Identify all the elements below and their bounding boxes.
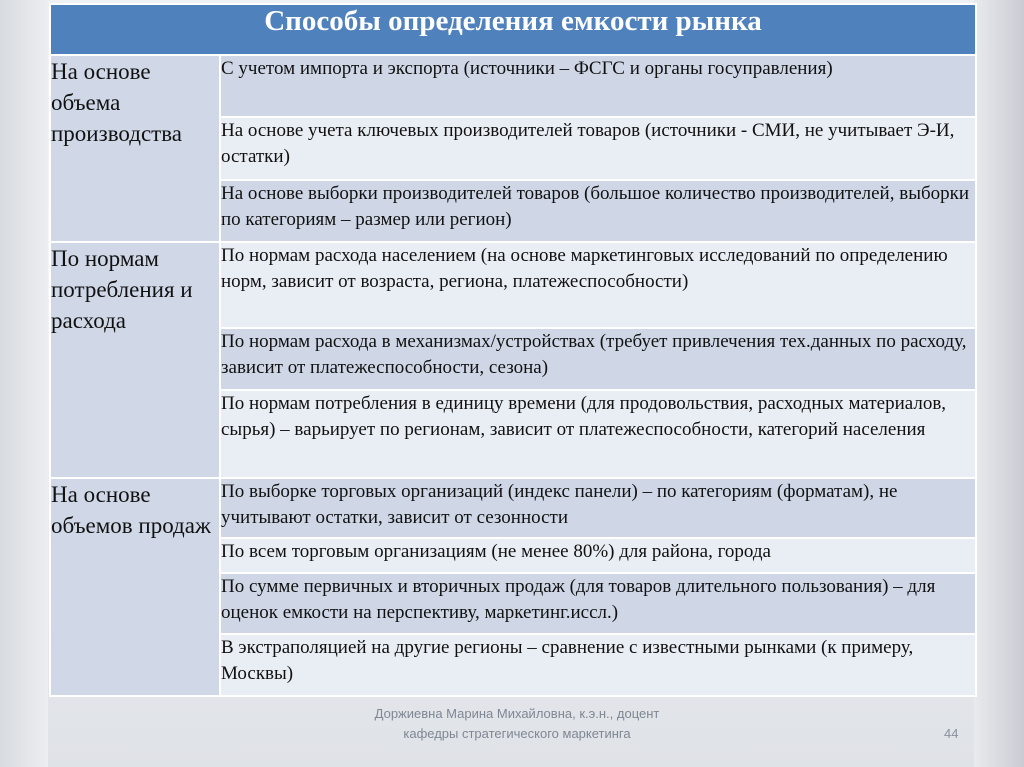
method-item: По всем торговым организациям (не менее 80%) для района, города (220, 538, 976, 573)
method-item: На основе выборки производителей товаров (большое количество производителей, выборки по категориям – размер или регион) (220, 180, 976, 242)
method-item: По нормам расхода в механизмах/устройствах (требует привлечения тех.данных по расходу, зависит от платежеспособности, сезона) (220, 328, 976, 390)
slide-background-right (974, 0, 1024, 767)
method-item: По выборке торговых организаций (индекс панели) – по категориям (форматам), не учитывают остатки, зависит от сезонности (220, 478, 976, 538)
method-item: С учетом импорта и экспорта (источники – ФСГС и органы госуправления) (220, 55, 976, 117)
method-item: По сумме первичных и вторичных продаж (для товаров длительного пользования) – для оценок емкости на перспективу, маркетинг.иссл.) (220, 573, 976, 634)
footer-author: Доржиевна Марина Михайловна, к.э.н., доцент кафедры стратегического маркетинга (374, 706, 660, 741)
category-consumption-norms: По нормам потребления и расхода (50, 242, 220, 478)
table-row (50, 55, 976, 117)
method-item: По нормам расхода населением (на основе маркетинговых исследований по определению норм, зависит от возраста, региона, платежеспособности) (220, 242, 976, 328)
slide-title: Способы определения емкости рынка (50, 4, 976, 55)
method-item: В экстраполяцией на другие регионы – сравнение с известными рынками (к примеру, Москвы) (220, 634, 976, 696)
category-sales-volume: На основе объемов продаж (50, 478, 220, 696)
table-row (50, 242, 976, 328)
method-item: По нормам потребления в единицу времени (для продовольствия, расходных материалов, сырья) – варьирует по регионам, зависит от платежеспособности, категорий населения (220, 390, 976, 478)
method-item: На основе учета ключевых производителей товаров (источники - СМИ, не учитывает Э-И, остатки) (220, 117, 976, 180)
page-number: 44 (944, 726, 959, 741)
methods-table (49, 3, 977, 697)
category-production: На основе объема производства (50, 55, 220, 242)
slide-background-left (0, 0, 48, 767)
table-row (50, 478, 976, 538)
title-row (50, 4, 976, 55)
